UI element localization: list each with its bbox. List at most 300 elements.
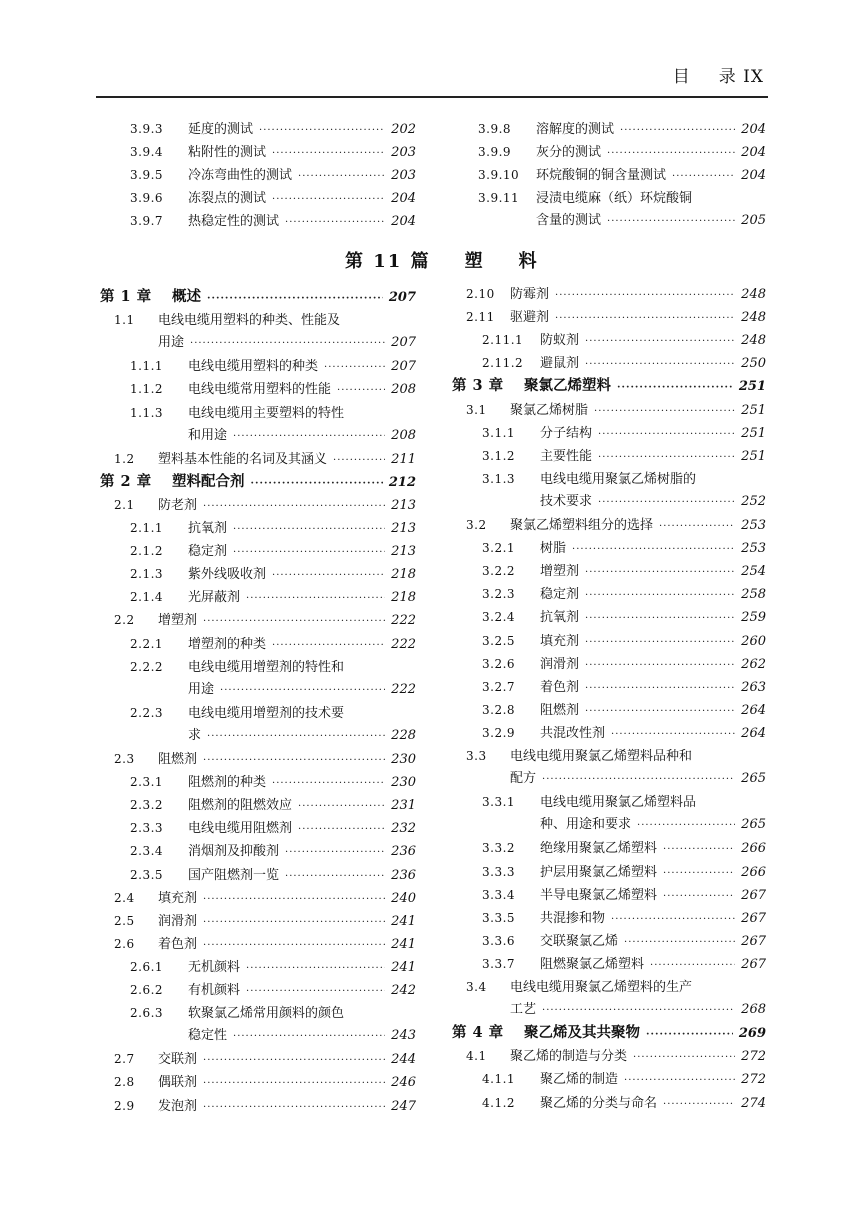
toc-entry — [130, 1002, 416, 1024]
toc-entry — [130, 141, 416, 163]
toc-entry — [482, 630, 766, 652]
toc-entry — [130, 840, 416, 862]
toc-entry — [482, 583, 766, 605]
toc-title: 阻燃剂的种类 — [188, 775, 267, 791]
toc-title: 聚氯乙烯树脂 — [510, 402, 589, 418]
toc-number: 2.11.2 — [482, 356, 524, 371]
toc-entry — [130, 586, 416, 608]
toc-page-number: 260 — [741, 633, 766, 649]
toc-title: 抗氧剂 — [188, 521, 228, 536]
toc-entry — [482, 653, 766, 675]
toc-title: 增塑剂的种类 — [188, 636, 267, 652]
toc-page-number: 222 — [391, 636, 416, 652]
toc-leader — [337, 380, 385, 402]
toc-title: 抗氧剂 — [540, 610, 580, 626]
toc-number: 3.3.5 — [482, 910, 516, 925]
toc-title: 绝缘用聚氯乙烯塑料 — [540, 841, 658, 857]
toc-page-number: 272 — [741, 1049, 766, 1065]
toc-title: 稳定剂 — [188, 544, 228, 560]
toc-page-number: 264 — [741, 725, 766, 741]
toc-page-number: 230 — [391, 752, 416, 767]
toc-page-number: 211 — [391, 451, 416, 467]
toc-leader — [246, 981, 385, 1003]
toc-page-number: 254 — [741, 564, 766, 580]
toc-page-number: 274 — [741, 1095, 766, 1111]
toc-title: 种、用途和要求 — [540, 817, 632, 833]
toc-leader — [663, 886, 735, 908]
toc-title: 软聚氯乙烯常用颜料的颜色 — [188, 1006, 345, 1022]
toc-entry — [130, 956, 416, 978]
toc-leader — [272, 189, 385, 211]
toc-page-number: 212 — [388, 474, 416, 490]
toc-number: 3.9.8 — [478, 122, 512, 136]
toc-number: 第 4 章 — [452, 1024, 504, 1042]
toc-title: 聚乙烯的制造与分类 — [510, 1049, 628, 1065]
toc-leader — [190, 333, 385, 355]
toc-title: 聚乙烯的分类与命名 — [540, 1095, 658, 1111]
toc-entry — [114, 332, 416, 354]
toc-number: 4.1.2 — [482, 1095, 516, 1110]
toc-leader — [272, 565, 385, 587]
toc-number: 3.2.9 — [482, 725, 516, 740]
toc-entry — [482, 837, 766, 859]
toc-entry — [114, 910, 416, 932]
toc-leader — [633, 1047, 735, 1069]
toc-leader — [585, 331, 735, 353]
toc-title: 电线电缆用主要塑料的特性 — [188, 405, 345, 421]
toc-entry — [114, 933, 416, 955]
toc-leader — [272, 773, 385, 795]
toc-title: 共混掺和物 — [540, 910, 606, 926]
toc-entry — [130, 210, 416, 232]
toc-title: 电线电缆用塑料的种类、性能及 — [158, 313, 341, 329]
toc-page-number: 251 — [741, 425, 766, 441]
toc-page-number: 213 — [391, 497, 416, 513]
toc-entry — [466, 1045, 766, 1067]
toc-entry — [114, 1048, 416, 1070]
toc-number: 2.3.1 — [130, 775, 164, 790]
toc-leader — [285, 212, 385, 234]
toc-title: 含量的测试 — [536, 213, 602, 228]
toc-page-number: 268 — [741, 1002, 766, 1018]
toc-title: 交联聚氯乙烯 — [540, 933, 619, 949]
toc-page-number: 231 — [391, 798, 416, 814]
toc-title: 电线电缆常用塑料的性能 — [188, 382, 332, 398]
toc-page-number: 262 — [741, 656, 766, 672]
toc-entry — [130, 656, 416, 678]
toc-title: 求 — [188, 727, 202, 743]
toc-entry — [114, 448, 416, 470]
toc-number: 2.9 — [114, 1098, 135, 1113]
toc-title: 冻裂点的测试 — [188, 191, 267, 206]
toc-number: 2.3.5 — [130, 867, 164, 882]
toc-entry — [130, 864, 416, 886]
toc-entry — [130, 702, 416, 724]
toc-leader — [233, 542, 385, 564]
toc-number: 1.1.2 — [130, 382, 164, 397]
toc-page-number: 218 — [391, 567, 416, 583]
toc-leader — [203, 935, 385, 957]
toc-number: 2.1.2 — [130, 544, 164, 559]
toc-title: 驱避剂 — [510, 310, 550, 326]
toc-number: 3.9.11 — [478, 191, 520, 205]
toc-title: 稳定剂 — [540, 587, 580, 603]
toc-title: 配方 — [510, 771, 537, 787]
toc-entry — [478, 118, 766, 140]
toc-number: 2.2.3 — [130, 705, 164, 720]
toc-entry — [100, 471, 416, 493]
toc-page-number: 250 — [741, 356, 766, 372]
toc-title: 技术要求 — [540, 493, 593, 509]
toc-number: 3.1 — [466, 402, 487, 417]
toc-page-number: 264 — [741, 702, 766, 718]
toc-title: 用途 — [158, 335, 185, 351]
toc-number: 3.3.2 — [482, 841, 516, 856]
toc-title: 电线电缆用增塑剂的技术要 — [188, 705, 345, 721]
toc-number: 2.7 — [114, 1052, 135, 1067]
toc-page-number: 267 — [741, 887, 766, 903]
toc-number: 2.6.2 — [130, 983, 164, 997]
toc-page-number: 247 — [391, 1098, 416, 1114]
toc-title: 聚氯乙烯塑料组分的选择 — [510, 518, 654, 533]
toc-leader — [624, 932, 735, 954]
toc-number: 2.11 — [466, 310, 495, 325]
toc-title: 电线电缆用聚氯乙烯树脂的 — [540, 471, 697, 487]
toc-number: 3.9.10 — [478, 168, 520, 182]
toc-page-number: 248 — [741, 287, 766, 302]
toc-number: 1.1.1 — [130, 359, 164, 374]
toc-entry — [482, 352, 766, 374]
toc-leader — [324, 357, 385, 379]
toc-title: 国产阻燃剂一览 — [188, 867, 280, 883]
toc-number: 2.1 — [114, 497, 135, 512]
toc-leader — [251, 473, 383, 495]
toc-number: 2.1.1 — [130, 521, 164, 535]
toc-number: 2.6 — [114, 936, 135, 951]
toc-entry — [482, 699, 766, 721]
toc-page-number: 241 — [391, 913, 416, 929]
toc-leader — [672, 166, 735, 188]
toc-title: 和用途 — [188, 427, 228, 443]
toc-leader — [585, 678, 735, 700]
toc-entry — [130, 118, 416, 140]
toc-page-number: 253 — [741, 541, 766, 557]
toc-title: 浸渍电缆麻（纸）环烷酸铜 — [536, 191, 693, 206]
toc-number: 2.6.1 — [130, 959, 164, 974]
toc-title: 增塑剂 — [158, 613, 198, 629]
toc-number: 3.9.5 — [130, 168, 164, 182]
toc-leader — [598, 424, 735, 446]
toc-title: 防霉剂 — [510, 287, 550, 302]
toc-chapter-title: 塑料配合剂 — [172, 472, 245, 490]
toc-entry — [482, 791, 766, 813]
toc-number: 2.4 — [114, 890, 135, 905]
toc-number: 3.1.3 — [482, 471, 516, 486]
toc-entry — [130, 378, 416, 400]
toc-page-number: 218 — [391, 590, 416, 606]
running-header — [673, 62, 764, 87]
toc-title: 着色剂 — [158, 936, 198, 952]
toc-leader — [333, 450, 385, 472]
toc-title: 用途 — [188, 681, 215, 697]
toc-leader — [272, 143, 385, 165]
toc-title: 防老剂 — [158, 497, 198, 513]
toc-entry — [466, 976, 766, 998]
toc-entry — [130, 540, 416, 562]
toc-leader — [598, 492, 735, 514]
toc-number: 3.3.7 — [482, 956, 516, 971]
toc-entry — [466, 306, 766, 328]
toc-number: 3.1.1 — [482, 425, 516, 440]
toc-page-number: 251 — [741, 448, 766, 464]
toc-title: 树脂 — [540, 541, 567, 557]
toc-page-number: 266 — [741, 841, 766, 857]
toc-page-number: 213 — [391, 544, 416, 560]
toc-number: 3.2.2 — [482, 564, 516, 579]
toc-entry — [130, 563, 416, 585]
toc-entry — [466, 768, 766, 790]
header-left: 目 — [672, 67, 691, 87]
toc-entry — [130, 633, 416, 655]
toc-number: 3.9.3 — [130, 122, 164, 136]
toc-number: 3.2.4 — [482, 610, 516, 625]
toc-leader — [220, 680, 385, 702]
toc-number: 2.3 — [114, 752, 135, 766]
toc-leader — [555, 285, 735, 307]
toc-page-number: 236 — [391, 844, 416, 860]
toc-title: 紫外线吸收剂 — [188, 567, 267, 583]
toc-leader — [637, 815, 735, 837]
toc-page-number: 207 — [388, 290, 416, 305]
toc-entry — [482, 445, 766, 467]
toc-page-number: 207 — [391, 359, 416, 375]
toc-leader — [259, 120, 385, 142]
toc-leader — [207, 726, 385, 748]
toc-title: 防蚁剂 — [540, 333, 580, 349]
toc-page-number: 267 — [741, 956, 766, 972]
toc-entry — [482, 814, 766, 836]
toc-leader — [585, 655, 735, 677]
toc-entry — [478, 141, 766, 163]
toc-page-number: 243 — [391, 1028, 416, 1044]
header-rule — [96, 96, 768, 98]
toc-number: 3.1.2 — [482, 448, 516, 463]
toc-title: 电线电缆用聚氯乙烯塑料品种和 — [510, 749, 693, 764]
toc-page-number: 204 — [741, 168, 766, 183]
toc-entry — [452, 1022, 766, 1044]
toc-page-number: 208 — [391, 382, 416, 398]
toc-title: 溶解度的测试 — [536, 122, 615, 137]
toc-entry — [466, 514, 766, 536]
toc-number: 3.3.4 — [482, 887, 516, 902]
toc-title: 增塑剂 — [540, 564, 580, 580]
toc-title: 工艺 — [510, 1002, 537, 1018]
toc-number: 3.3 — [466, 749, 487, 763]
toc-page-number: 240 — [391, 890, 416, 906]
toc-entry — [482, 1068, 766, 1090]
toc-leader — [272, 635, 385, 657]
toc-number: 2.3.2 — [130, 798, 164, 813]
toc-title: 光屏蔽剂 — [188, 590, 241, 606]
toc-page-number: 236 — [391, 867, 416, 883]
toc-title: 共混改性剂 — [540, 725, 606, 741]
toc-title: 润滑剂 — [540, 656, 580, 672]
toc-entry — [114, 1095, 416, 1117]
toc-entry — [130, 1025, 416, 1047]
part-word-1: 塑 — [464, 251, 485, 272]
toc-number: 3.3.6 — [482, 933, 516, 948]
toc-leader — [572, 539, 735, 561]
toc-page-number: 204 — [741, 122, 766, 137]
toc-title: 阻燃聚氯乙烯塑料 — [540, 956, 645, 972]
toc-page-number: 248 — [741, 333, 766, 349]
toc-number: 3.3.3 — [482, 864, 516, 879]
toc-page-number: 251 — [741, 402, 766, 418]
toc-entry — [114, 887, 416, 909]
toc-page-number: 222 — [391, 681, 416, 697]
toc-number: 1.1 — [114, 313, 135, 328]
toc-page-number: 203 — [391, 145, 416, 160]
toc-title: 有机颜料 — [188, 983, 241, 998]
toc-entry — [130, 979, 416, 1001]
toc-title: 发泡剂 — [158, 1098, 198, 1114]
toc-number: 3.2.6 — [482, 656, 516, 671]
toc-page-number: 222 — [391, 613, 416, 629]
toc-number: 2.1.4 — [130, 590, 164, 605]
toc-leader — [607, 211, 735, 233]
toc-entry — [482, 422, 766, 444]
toc-page-number: 204 — [741, 145, 766, 160]
toc-number: 2.11.1 — [482, 333, 524, 348]
toc-leader — [663, 839, 735, 861]
toc-page-number: 253 — [741, 518, 766, 533]
toc-leader — [650, 955, 735, 977]
toc-number: 2.3.4 — [130, 844, 164, 859]
toc-entry — [130, 771, 416, 793]
toc-entry — [114, 1071, 416, 1093]
toc-title: 电线电缆用塑料的种类 — [188, 359, 319, 375]
toc-title: 粘附性的测试 — [188, 145, 267, 160]
toc-title: 润滑剂 — [158, 913, 198, 929]
toc-leader — [585, 632, 735, 654]
toc-entry — [482, 722, 766, 744]
toc-title: 护层用聚氯乙烯塑料 — [540, 864, 658, 880]
toc-leader — [203, 912, 385, 934]
toc-entry — [130, 794, 416, 816]
part-word-2: 料 — [518, 251, 539, 272]
toc-entry — [466, 745, 766, 767]
toc-page-number: 259 — [741, 610, 766, 626]
toc-title: 冷冻弯曲性的测试 — [188, 168, 293, 183]
toc-leader — [246, 958, 385, 980]
toc-entry — [482, 1092, 766, 1114]
toc-leader — [542, 769, 735, 791]
toc-leader — [607, 143, 735, 165]
toc-leader — [585, 354, 735, 376]
toc-chapter-title: 概述 — [172, 288, 201, 305]
toc-number: 第 1 章 — [100, 288, 152, 305]
toc-number: 2.6.3 — [130, 1006, 164, 1021]
toc-chapter-title: 聚乙烯及其共聚物 — [524, 1024, 640, 1042]
toc-page-number: 202 — [391, 122, 416, 137]
toc-leader — [663, 1094, 735, 1116]
toc-page-number: 242 — [391, 983, 416, 998]
toc-leader — [298, 166, 385, 188]
toc-leader — [203, 1073, 385, 1095]
toc-leader — [203, 750, 385, 772]
toc-number: 3.2 — [466, 518, 487, 532]
toc-number: 4.1.1 — [482, 1072, 516, 1087]
toc-number: 3.2.1 — [482, 541, 516, 556]
toc-leader — [598, 447, 735, 469]
toc-number: 3.9.9 — [478, 145, 512, 159]
toc-title: 分子结构 — [540, 425, 593, 441]
toc-leader — [298, 796, 385, 818]
toc-entry — [482, 606, 766, 628]
toc-number: 1.2 — [114, 451, 135, 466]
toc-leader — [611, 909, 735, 931]
toc-leader — [585, 608, 735, 630]
toc-entry — [482, 468, 766, 490]
toc-title: 填充剂 — [158, 890, 198, 906]
toc-leader — [285, 842, 385, 864]
toc-entry — [130, 817, 416, 839]
toc-page-number: 246 — [391, 1075, 416, 1091]
toc-leader — [585, 585, 735, 607]
toc-page-number: 213 — [391, 521, 416, 536]
toc-page-number: 204 — [391, 214, 416, 229]
toc-entry — [482, 930, 766, 952]
toc-leader — [246, 588, 385, 610]
toc-leader — [620, 120, 735, 142]
toc-entry — [114, 309, 416, 331]
toc-entry — [482, 537, 766, 559]
toc-title: 主要性能 — [540, 448, 593, 464]
toc-entry — [482, 676, 766, 698]
toc-entry — [482, 491, 766, 513]
toc-title: 阻燃剂 — [540, 702, 580, 718]
toc-entry — [482, 884, 766, 906]
toc-leader — [663, 863, 735, 885]
toc-entry — [466, 999, 766, 1021]
toc-entry — [130, 355, 416, 377]
toc-number: 第 2 章 — [100, 472, 152, 490]
toc-leader — [585, 562, 735, 584]
toc-entry — [114, 494, 416, 516]
toc-title: 电线电缆用阻燃剂 — [188, 821, 293, 837]
toc-number: 2.8 — [114, 1075, 135, 1090]
toc-leader — [542, 1000, 735, 1022]
toc-number: 2.2.1 — [130, 636, 164, 651]
toc-leader — [233, 426, 385, 448]
toc-leader — [203, 1050, 385, 1072]
toc-number: 2.2.2 — [130, 659, 164, 674]
toc-leader — [233, 1026, 385, 1048]
toc-leader — [203, 1097, 385, 1119]
toc-page-number: 252 — [741, 493, 766, 509]
toc-page-number: 272 — [741, 1072, 766, 1088]
toc-leader — [611, 724, 735, 746]
toc-page-number: 244 — [391, 1052, 416, 1068]
part-label: 第 11 篇 — [345, 251, 431, 272]
toc-entry — [100, 286, 416, 308]
toc-page-number: 232 — [391, 821, 416, 837]
toc-leader — [555, 308, 735, 330]
toc-title: 交联剂 — [158, 1052, 198, 1068]
toc-entry — [466, 283, 766, 305]
toc-entry — [130, 679, 416, 701]
toc-number: 2.3.3 — [130, 821, 164, 836]
